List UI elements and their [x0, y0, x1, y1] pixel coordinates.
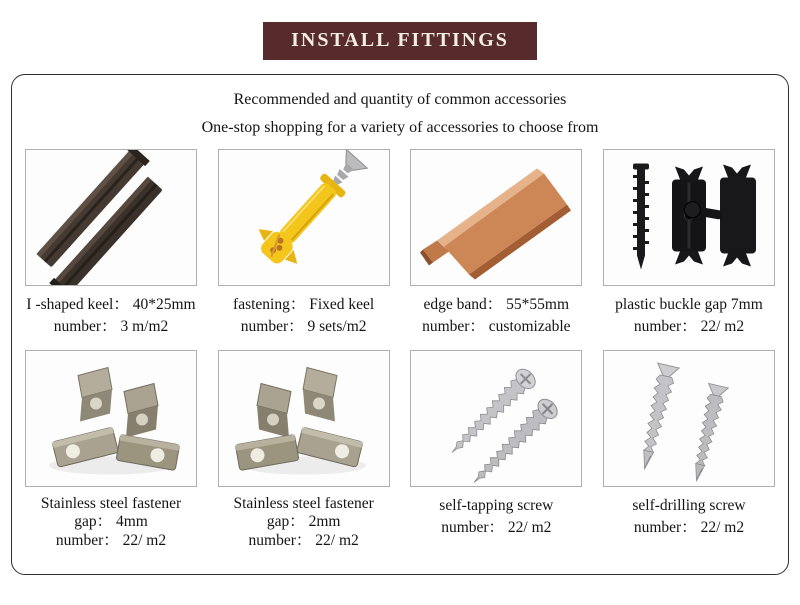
caption-line: edge band： 55*55mm — [423, 296, 570, 313]
caption-line: number： 22/ m2 — [633, 519, 745, 536]
panel-subheading: One-stop shopping for a variety of accessories to choose from — [201, 119, 599, 136]
accessory-item-self-tapping-screw — [410, 350, 582, 550]
steel-fastener-clips-icon — [219, 351, 389, 486]
caption-line: gap： 2mm — [266, 513, 341, 531]
accessory-item-plastic-buckle — [603, 149, 775, 338]
product-caption — [25, 495, 197, 550]
accessories-panel — [11, 74, 789, 575]
accessory-item-stainless-fastener-2mm — [218, 350, 390, 550]
caption-line: plastic buckle gap 7mm — [615, 296, 763, 313]
caption-line: number： 22/ m2 — [441, 519, 552, 536]
product-caption — [410, 294, 582, 338]
product-caption — [603, 495, 775, 539]
caption-line: number： 22/ m2 — [55, 531, 167, 549]
product-caption — [25, 294, 197, 338]
caption-line: number： 9 sets/m2 — [240, 318, 367, 335]
product-image-anchor — [218, 149, 390, 286]
product-image-keel — [25, 149, 197, 286]
self-tapping-screw-icon — [411, 351, 581, 486]
accessories-grid — [25, 149, 775, 550]
caption-line: number： 22/ m2 — [633, 318, 745, 335]
accessory-item-self-drilling-screw — [603, 350, 775, 550]
product-caption — [218, 294, 390, 338]
panel-heading: Recommended and quantity of common accessories — [233, 91, 567, 108]
accessory-item-stainless-fastener-4mm — [25, 350, 197, 550]
caption-line: Stainless steel fastener — [233, 495, 374, 512]
product-image-plastic-buckle — [603, 149, 775, 286]
plastic-buckle-icon — [604, 150, 774, 285]
caption-line: gap： 4mm — [74, 513, 148, 531]
edge-band-angle-icon — [411, 150, 581, 285]
product-image-steel-fastener — [25, 350, 197, 487]
caption-line: fastening： Fixed keel — [233, 296, 375, 313]
section-title-banner — [263, 22, 537, 60]
caption-line: self-tapping screw — [439, 497, 554, 514]
accessory-item-i-shaped-keel — [25, 149, 197, 338]
steel-fastener-clips-icon — [26, 351, 196, 486]
product-image-self-tapping-screw — [410, 350, 582, 487]
caption-line: I -shaped keel： 40*25mm — [26, 296, 196, 313]
banner-row — [0, 22, 800, 60]
product-caption — [603, 294, 775, 338]
section-title: INSTALL FITTINGS — [291, 29, 509, 51]
accessory-item-fastening — [218, 149, 390, 338]
caption-line: Stainless steel fastener — [40, 495, 182, 512]
accessory-item-edge-band — [410, 149, 582, 338]
caption-line: self-drilling screw — [632, 497, 746, 514]
product-image-edge-band — [410, 149, 582, 286]
keel-profiles-icon — [26, 150, 196, 285]
self-drilling-screw-icon — [604, 351, 774, 486]
caption-line: number： 3 m/m2 — [53, 318, 169, 335]
product-caption — [218, 495, 390, 550]
expansion-anchor-icon — [219, 150, 389, 285]
caption-line: number： 22/ m2 — [248, 531, 359, 549]
product-image-steel-fastener — [218, 350, 390, 487]
product-caption — [410, 495, 582, 539]
caption-line: number： customizable — [422, 318, 571, 335]
product-image-self-drilling-screw — [603, 350, 775, 487]
